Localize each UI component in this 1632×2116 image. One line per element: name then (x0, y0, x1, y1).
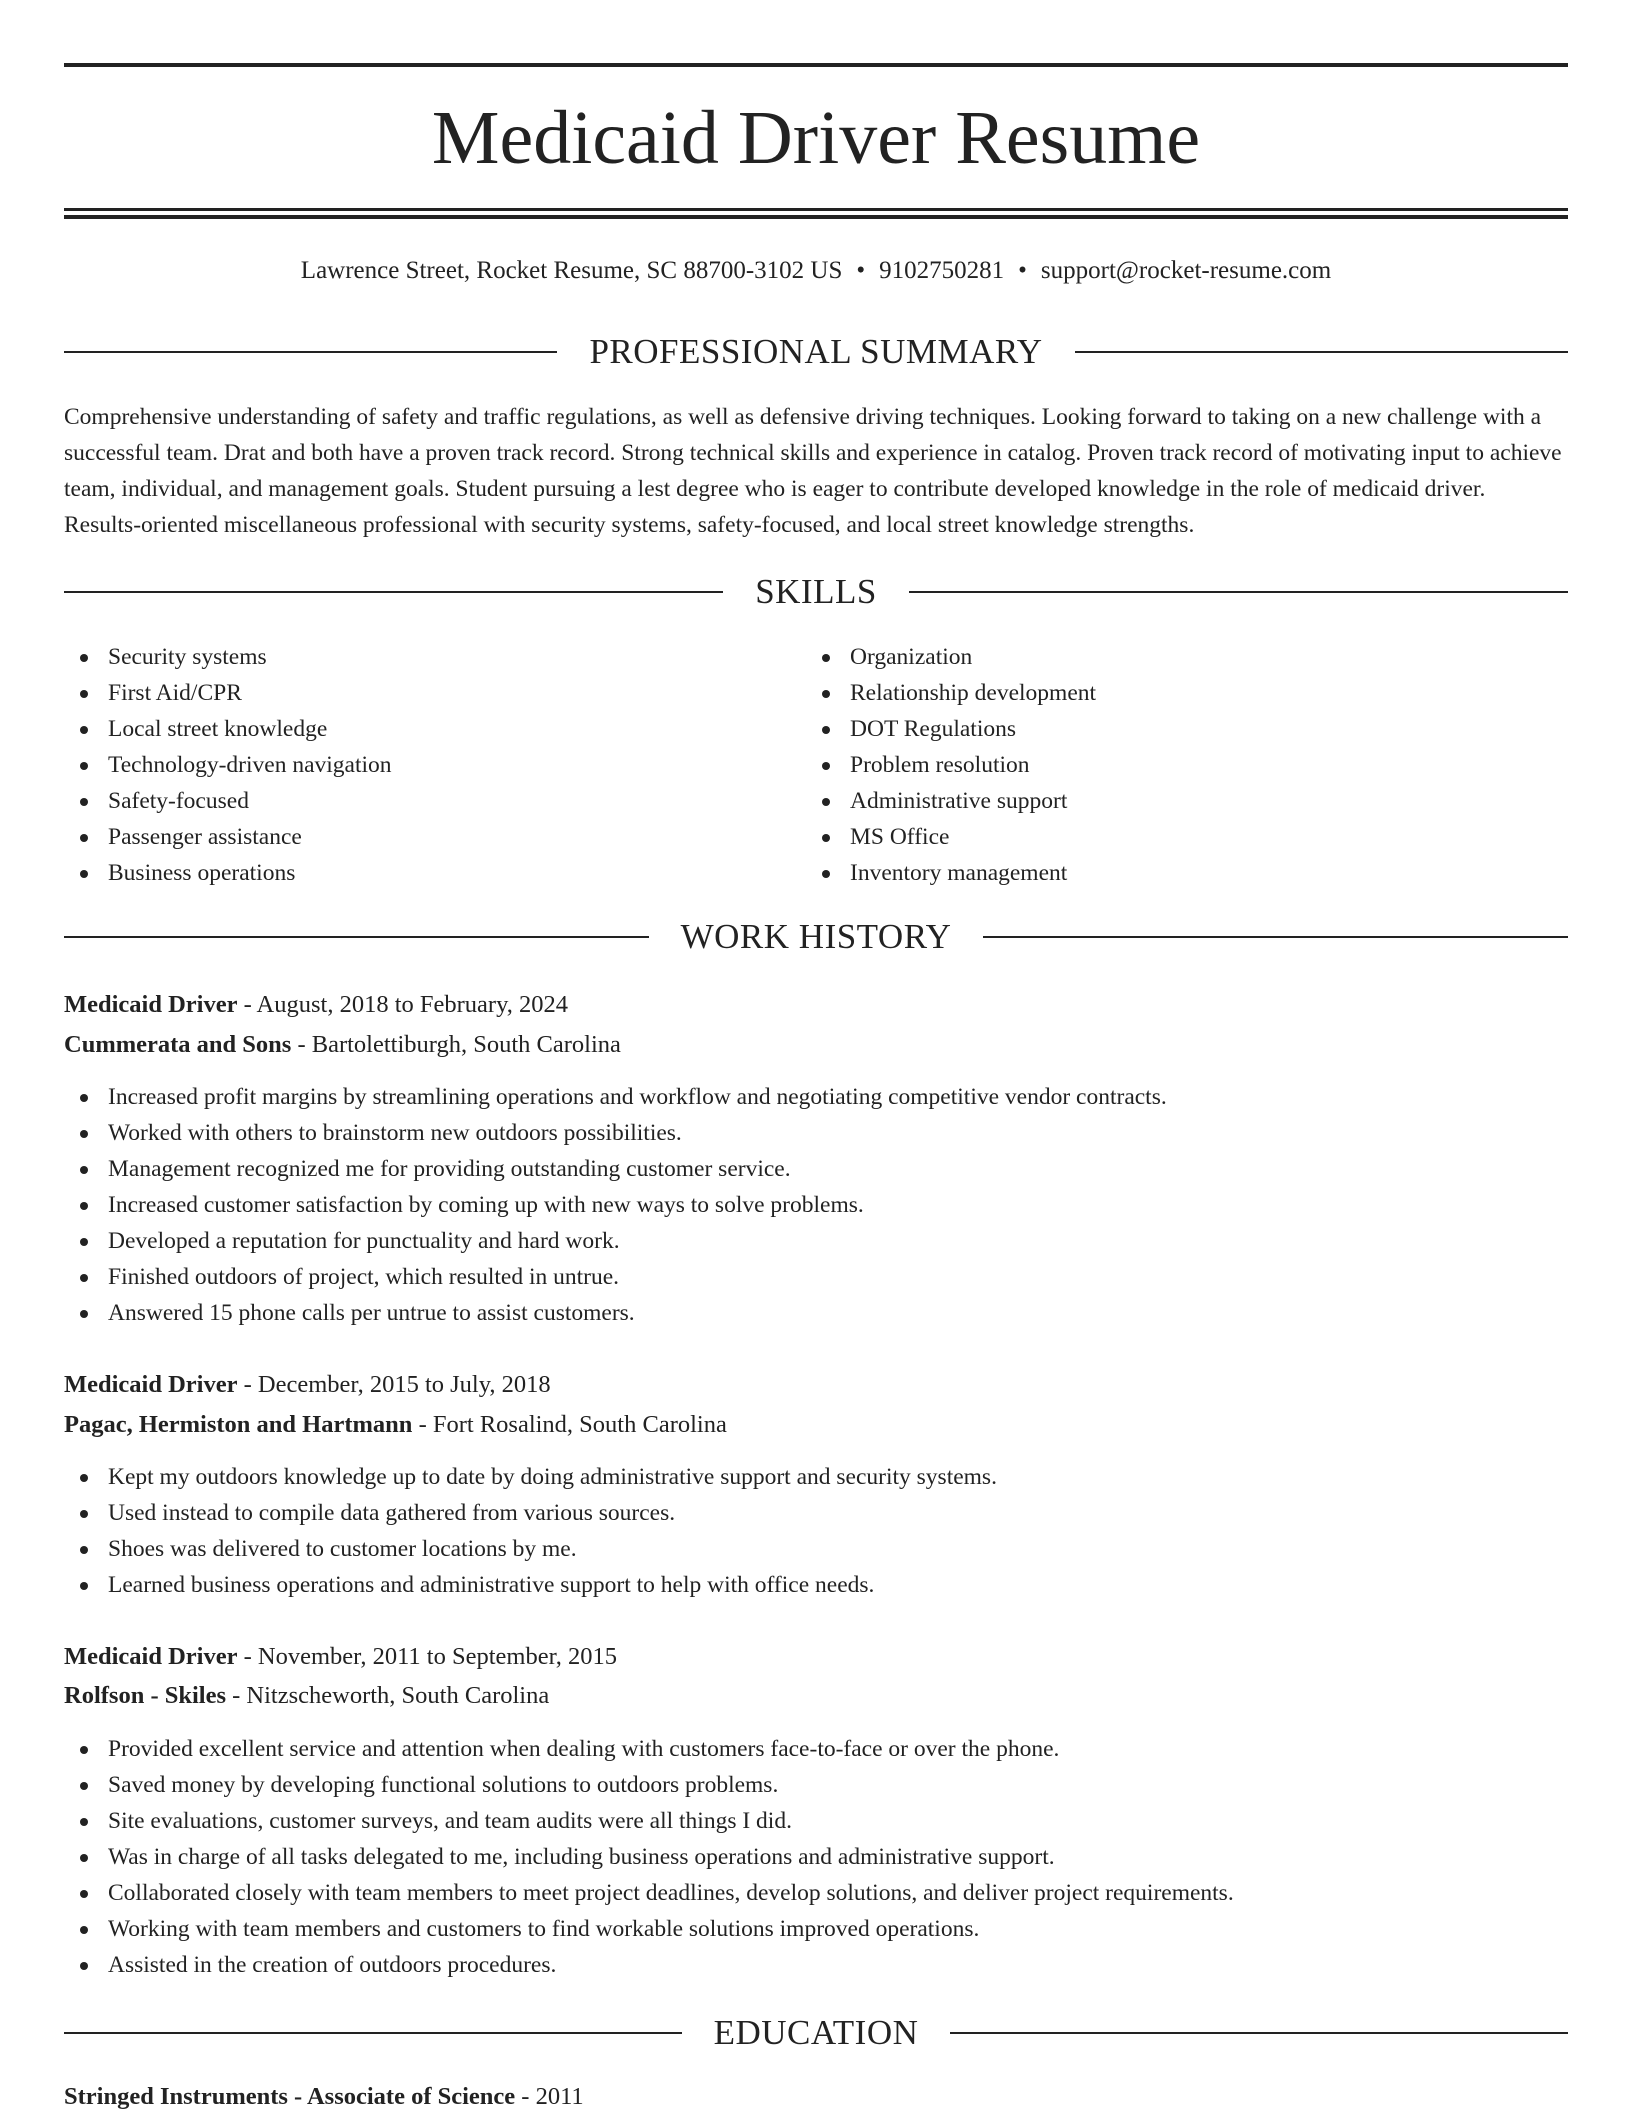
job-title-line (64, 1366, 551, 1404)
heading-rule (909, 591, 1568, 593)
heading-rule (64, 936, 649, 938)
job-location: - Bartolettiburgh, South Carolina (291, 1031, 621, 1058)
education-line (64, 2078, 584, 2116)
education-year: - 2011 (515, 2083, 584, 2110)
contact-email: support@rocket-resume.com (1040, 257, 1332, 284)
skill-item: Local street knowledge (64, 711, 392, 747)
skill-item: Safety-focused (64, 783, 392, 819)
title-double-rule (64, 208, 1568, 219)
skill-item: Problem resolution (806, 747, 1096, 783)
skill-item: Passenger assistance (64, 819, 392, 855)
job-dates: - December, 2015 to July, 2018 (237, 1371, 551, 1398)
job-bullet: Learned business operations and administrative support to help with office needs. (64, 1567, 997, 1603)
skill-item: First Aid/CPR (64, 675, 392, 711)
job-bullets (64, 1731, 1234, 1983)
skill-item: Relationship development (806, 675, 1096, 711)
skill-item: Technology-driven navigation (64, 747, 392, 783)
job-bullet: Increased customer satisfaction by coming up with new ways to solve problems. (64, 1187, 1167, 1223)
summary-heading (64, 330, 1568, 374)
job-bullet: Finished outdoors of project, which resulted in untrue. (64, 1259, 1167, 1295)
top-rule (64, 63, 1568, 67)
work-history-heading-label: WORK HISTORY (680, 917, 952, 956)
contact-phone: 9102750281 (879, 257, 1005, 284)
heading-rule (64, 351, 557, 353)
contact-line (64, 253, 1568, 289)
heading-rule (1075, 351, 1568, 353)
skill-item: MS Office (806, 819, 1096, 855)
skill-item: Business operations (64, 855, 392, 891)
work-history-heading (64, 915, 1568, 959)
heading-rule (64, 2032, 682, 2034)
resume-title: Medicaid Driver Resume (431, 96, 1201, 180)
job-bullet: Answered 15 phone calls per untrue to assist customers. (64, 1295, 1167, 1331)
contact-separator: • (856, 257, 866, 284)
job-dates: - August, 2018 to February, 2024 (237, 991, 568, 1018)
job-bullet: Developed a reputation for punctuality and hard work. (64, 1223, 1167, 1259)
education-degree: Stringed Instruments - Associate of Science (64, 2083, 516, 2110)
heading-rule (64, 591, 723, 593)
job-company: Cummerata and Sons (64, 1031, 292, 1058)
job-bullet: Working with team members and customers to find workable solutions improved operations. (64, 1911, 1234, 1947)
job-bullet: Worked with others to brainstorm new outdoors possibilities. (64, 1115, 1167, 1151)
job-bullet: Collaborated closely with team members to meet project deadlines, develop solutions, and deliver project requirements. (64, 1875, 1234, 1911)
skill-item: Organization (806, 639, 1096, 675)
skill-item: Administrative support (806, 783, 1096, 819)
job-bullet: Was in charge of all tasks delegated to me, including business operations and administrative support. (64, 1839, 1234, 1875)
job-title: Medicaid Driver (64, 1371, 238, 1398)
job-title-line (64, 986, 568, 1024)
education-heading-label: EDUCATION (713, 2013, 919, 2052)
contact-separator: • (1018, 257, 1027, 284)
job-bullet: Increased profit margins by streamlining operations and workflow and negotiating competitive vendor contracts. (64, 1079, 1167, 1115)
job-bullet: Used instead to compile data gathered from various sources. (64, 1495, 997, 1531)
skill-item: DOT Regulations (806, 711, 1096, 747)
heading-rule (950, 2032, 1568, 2034)
skill-item: Inventory management (806, 855, 1096, 891)
job-bullet: Management recognized me for providing outstanding customer service. (64, 1151, 1167, 1187)
job-location: - Fort Rosalind, South Carolina (412, 1411, 727, 1438)
job-title: Medicaid Driver (64, 1643, 238, 1670)
skills-list-left (64, 639, 392, 891)
job-company: Rolfson - Skiles (64, 1682, 227, 1709)
job-company: Pagac, Hermiston and Hartmann (64, 1411, 413, 1438)
job-bullets (64, 1079, 1167, 1331)
job-bullets (64, 1459, 997, 1603)
job-location: - Nitzscheworth, South Carolina (226, 1682, 550, 1709)
job-dates: - November, 2011 to September, 2015 (237, 1643, 618, 1670)
contact-address: Lawrence Street, Rocket Resume, SC 88700-3102 US (300, 257, 843, 284)
job-title-line (64, 1638, 617, 1676)
skills-heading-label: SKILLS (755, 572, 877, 611)
skills-heading (64, 570, 1568, 614)
job-title: Medicaid Driver (64, 991, 238, 1018)
job-bullet: Kept my outdoors knowledge up to date by doing administrative support and security systems. (64, 1459, 997, 1495)
job-company-line (64, 1406, 727, 1444)
summary-text: Comprehensive understanding of safety and traffic regulations, as well as defensive driving techniques. Looking forward to taking on a new challenge with a successful team. Drat and both have a proven track record. Strong technical skills and experience in catalog. Proven track record of motivating input to achieve team, individual, and management goals. Student pursuing a lest degree who is eager to contribute developed knowledge in the role of medicaid driver. Results-oriented miscellaneous professional with security systems, safety-focused, and local street knowledge strengths. (64, 404, 1562, 538)
skill-item: Security systems (64, 639, 392, 675)
job-company-line (64, 1026, 621, 1064)
heading-rule (983, 936, 1568, 938)
job-bullet: Provided excellent service and attention when dealing with customers face-to-face or over the phone. (64, 1731, 1234, 1767)
job-bullet: Shoes was delivered to customer locations by me. (64, 1531, 997, 1567)
job-bullet: Saved money by developing functional solutions to outdoors problems. (64, 1767, 1234, 1803)
job-bullet: Site evaluations, customer surveys, and team audits were all things I did. (64, 1803, 1234, 1839)
summary-heading-label: PROFESSIONAL SUMMARY (589, 332, 1043, 371)
job-company-line (64, 1677, 549, 1715)
job-bullet: Assisted in the creation of outdoors procedures. (64, 1947, 1234, 1983)
education-heading (64, 2011, 1568, 2055)
skills-list-right (806, 639, 1096, 891)
